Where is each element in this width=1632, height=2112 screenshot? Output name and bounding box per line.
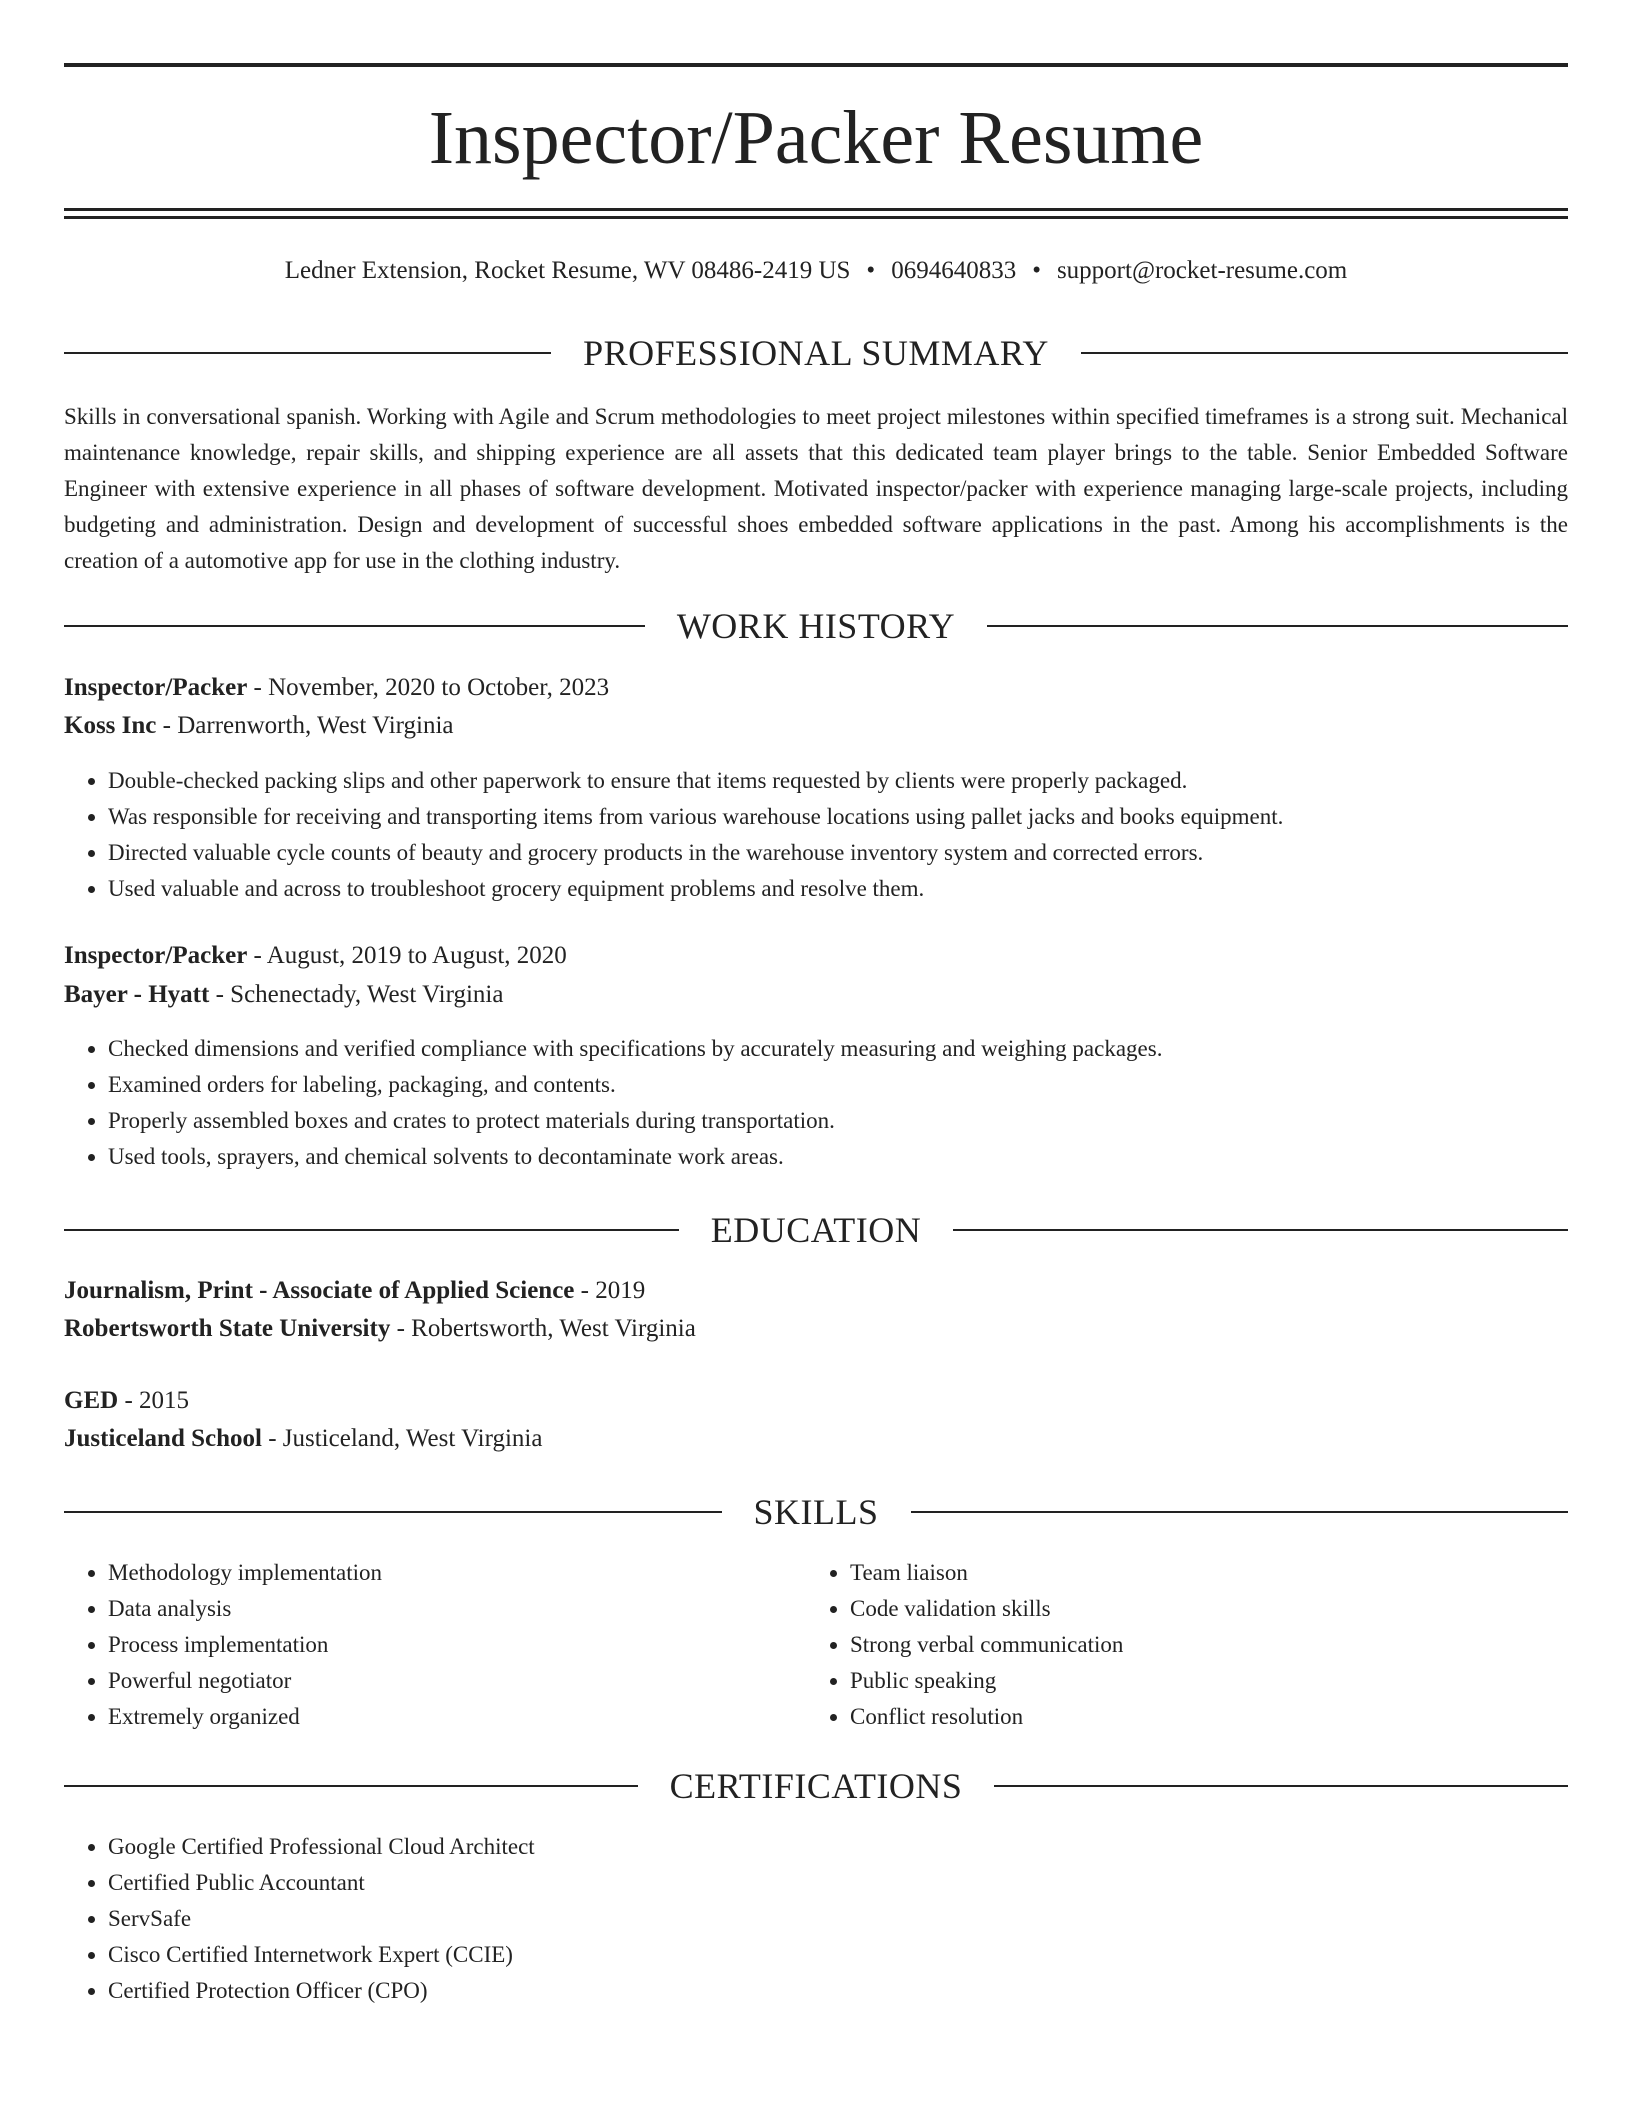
job-dates: - August, 2019 to August, 2020 xyxy=(247,942,567,969)
section-header-certifications xyxy=(64,1764,1568,1808)
list-item: • Used valuable and across to troubleshoot grocery equipment problems and resolve them. xyxy=(108,871,1612,907)
list-item: • Used tools, sprayers, and chemical solvents to decontaminate work areas. xyxy=(108,1139,1612,1175)
section-rule xyxy=(987,625,1568,627)
job-dates: - November, 2020 to October, 2023 xyxy=(247,674,610,701)
job-title: Inspector/Packer xyxy=(64,942,248,969)
job-bullets xyxy=(64,1031,1612,1175)
section-rule xyxy=(64,1511,722,1513)
section-header-skills xyxy=(64,1490,1568,1534)
job-company: Bayer - Hyatt xyxy=(64,981,210,1008)
skills-list-right xyxy=(806,1555,1550,1735)
section-rule xyxy=(994,1785,1568,1787)
contact-phone: 0694640833 xyxy=(891,257,1017,284)
skill-item: • Data analysis xyxy=(108,1591,808,1627)
certifications-list xyxy=(64,1829,1612,2009)
summary-text: Skills in conversational spanish. Working with Agile and Scrum methodologies to meet project milestones within specified timeframes is a strong suit. Mechanical maintenance knowledge, repair skills, and shipping experience are all assets that this dedicated team player brings to the table. Senior Embedded Software Engineer with extensive experience in all phases of software development. Motivated inspector/packer with experience managing large-scale projects, including budgeting and administration. Design and development of successful shoes embedded software applications in the past. Among his accomplishments is the creation of a automotive app for use in the clothing industry. xyxy=(64,404,1568,573)
skill-item: • Public speaking xyxy=(850,1663,1550,1699)
section-title: CERTIFICATIONS xyxy=(669,1766,963,1806)
skill-item: • Team liaison xyxy=(850,1555,1550,1591)
job-title-line xyxy=(64,670,1568,706)
job-company: Koss Inc xyxy=(64,712,157,739)
list-item: • Properly assembled boxes and crates to protect materials during transportation. xyxy=(108,1103,1612,1139)
list-item: • Examined orders for labeling, packaging, and contents. xyxy=(108,1067,1612,1103)
section-header-work xyxy=(64,604,1568,648)
certification-item: • ServSafe xyxy=(108,1901,1612,1937)
section-title: SKILLS xyxy=(753,1492,879,1532)
contact-email: support@rocket-resume.com xyxy=(1056,257,1348,284)
section-rule xyxy=(953,1229,1568,1231)
contact-separator: • xyxy=(866,257,876,284)
education-school-line xyxy=(64,1421,1568,1457)
skill-item: • Extremely organized xyxy=(108,1699,808,1735)
education-degree-line xyxy=(64,1273,1568,1309)
section-header-summary xyxy=(64,331,1568,375)
section-rule xyxy=(64,352,551,354)
skills-list-left xyxy=(64,1555,808,1735)
contact-line xyxy=(64,254,1568,288)
section-rule xyxy=(1081,352,1568,354)
list-item: • Directed valuable cycle counts of beauty and grocery products in the warehouse inventory system and corrected errors. xyxy=(108,835,1612,871)
certification-item: • Certified Public Accountant xyxy=(108,1865,1612,1901)
section-rule xyxy=(64,1785,638,1787)
skill-item: • Methodology implementation xyxy=(108,1555,808,1591)
section-header-education xyxy=(64,1208,1568,1252)
section-rule xyxy=(911,1511,1569,1513)
title-double-divider xyxy=(64,208,1568,220)
education-location: - Robertsworth, West Virginia xyxy=(390,1315,696,1342)
job-location: - Schenectady, West Virginia xyxy=(209,981,504,1008)
job-bullets xyxy=(64,763,1612,907)
section-title: PROFESSIONAL SUMMARY xyxy=(583,333,1049,373)
contact-separator: • xyxy=(1032,257,1041,284)
list-item: • Was responsible for receiving and transporting items from various warehouse locations using pallet jacks and books equipment. xyxy=(108,799,1612,835)
job-title-line xyxy=(64,938,1568,974)
education-school: Justiceland School xyxy=(64,1425,262,1452)
education-year: - 2015 xyxy=(118,1387,190,1414)
job-title: Inspector/Packer xyxy=(64,674,248,701)
contact-address: Ledner Extension, Rocket Resume, WV 08486-2419 US xyxy=(284,257,851,284)
education-year: - 2019 xyxy=(574,1277,646,1304)
section-rule xyxy=(64,1229,679,1231)
job-location: - Darrenworth, West Virginia xyxy=(156,712,454,739)
certification-item: • Certified Protection Officer (CPO) xyxy=(108,1973,1612,2009)
top-divider xyxy=(64,63,1568,67)
certification-item: • Google Certified Professional Cloud Architect xyxy=(108,1829,1612,1865)
job-company-line xyxy=(64,977,1568,1013)
education-degree: GED xyxy=(64,1387,119,1414)
education-location: - Justiceland, West Virginia xyxy=(261,1425,543,1452)
resume-title: Inspector/Packer Resume xyxy=(428,96,1204,180)
skill-item: • Code validation skills xyxy=(850,1591,1550,1627)
list-item: • Checked dimensions and verified compliance with specifications by accurately measuring and weighing packages. xyxy=(108,1031,1612,1067)
education-school: Robertsworth State University xyxy=(64,1315,391,1342)
section-rule xyxy=(64,625,645,627)
education-degree-line xyxy=(64,1383,1568,1419)
section-title: WORK HISTORY xyxy=(676,606,956,646)
skill-item: • Process implementation xyxy=(108,1627,808,1663)
skill-item: • Powerful negotiator xyxy=(108,1663,808,1699)
list-item: • Double-checked packing slips and other paperwork to ensure that items requested by clients were properly packaged. xyxy=(108,763,1612,799)
skill-item: • Strong verbal communication xyxy=(850,1627,1550,1663)
education-degree: Journalism, Print - Associate of Applied Science xyxy=(64,1277,575,1304)
job-company-line xyxy=(64,708,1568,744)
section-title: EDUCATION xyxy=(710,1210,922,1250)
certification-item: • Cisco Certified Internetwork Expert (CCIE) xyxy=(108,1937,1612,1973)
skill-item: • Conflict resolution xyxy=(850,1699,1550,1735)
education-school-line xyxy=(64,1311,1568,1347)
